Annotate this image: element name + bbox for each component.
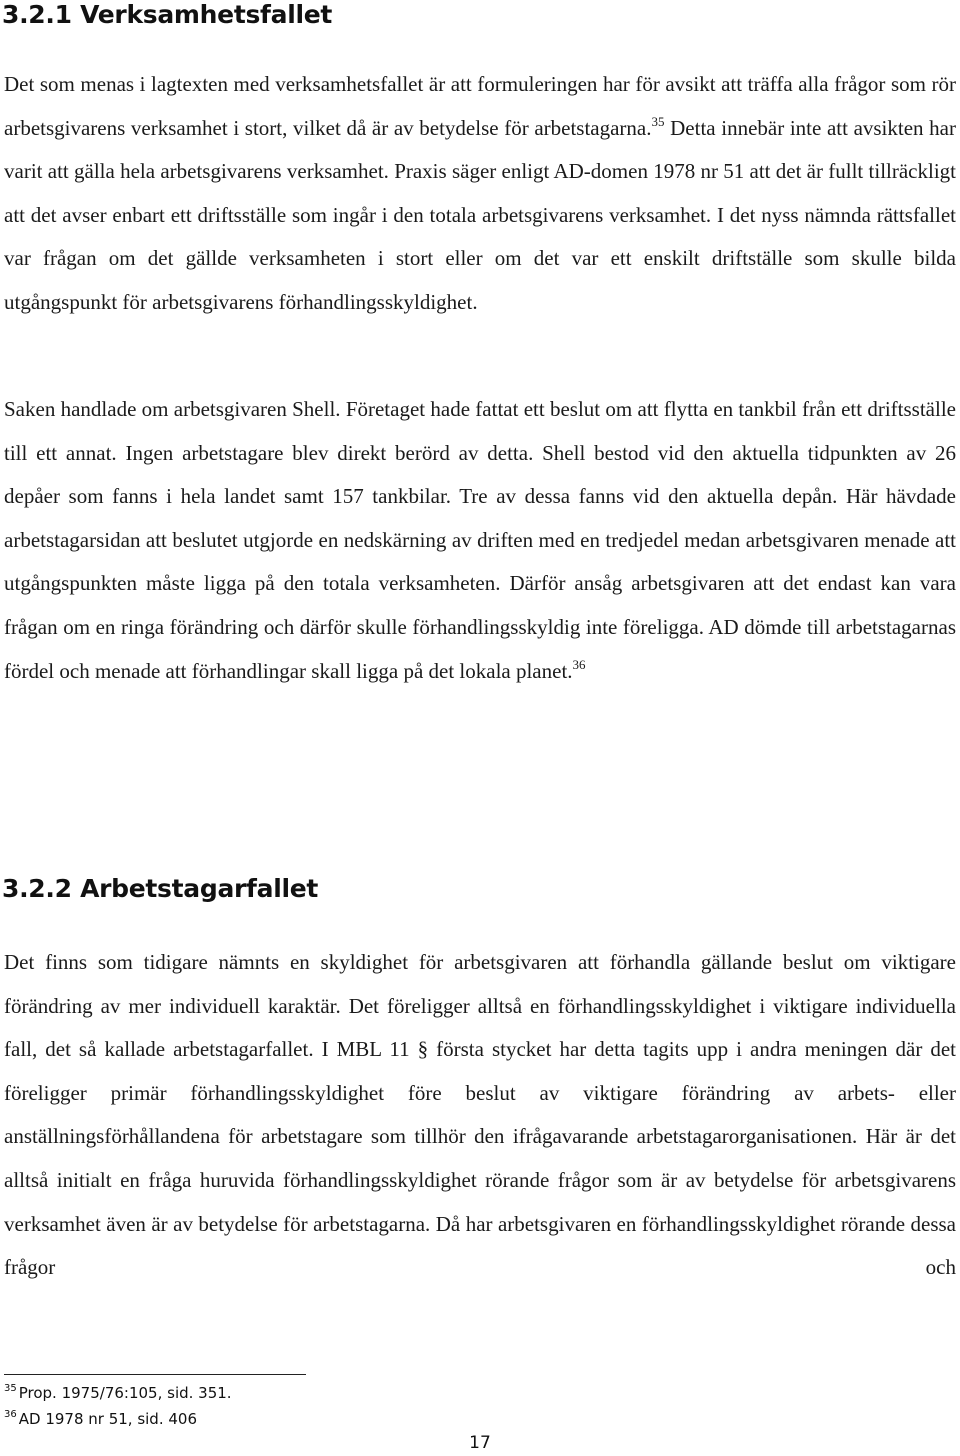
footnote-number: 36 [4,1409,17,1420]
paragraph-text: Saken handlade om arbetsgivaren Shell. Företaget hade fattat ett beslut om att flytta en tankbil från ett driftsställe till ett annat. Ingen arbetstagare blev direkt berörd av detta. Shell bestod vid den aktuella tidpunkten av 26 depåer som fanns i hela landet samt 157 tankbilar. Tre av dessa fanns vid den aktuella depån. Här hävdade arbetstagarsidan att beslutet utgjorde en nedskärning av driften med en tredjedel medan arbetsgivaren menade att utgångspunkten måste ligga på den totala verksamheten. Därför ansåg arbetsgivaren att det endast kan vara frågan om en ringa förändring och därför skulle förhandlingsskyldig inte föreligga. AD dömde till arbetstagarnas fördel och menade att förhandlingar skall ligga på det lokala planet. [4,397,956,683]
section-heading-arbetstagarfallet: 3.2.2 Arbetstagarfallet [2,874,319,903]
footnote-text: Prop. 1975/76:105, sid. 351. [18,1384,232,1402]
footnote-reference[interactable]: 35 [651,113,665,129]
section-heading-verksamhetsfallet: 3.2.1 Verksamhetsfallet [2,0,333,29]
paragraph [4,63,956,325]
paragraph [4,388,956,693]
footnote [4,1383,232,1403]
paragraph [4,941,956,1290]
paragraph-text: Detta innebär inte att avsikten har varit att gälla hela arbetsgivarens verksamhet. Praxis säger enligt AD-domen 1978 nr 51 att det är fullt tillräckligt att det avser enbart ett driftsställe som ingår i den totala arbetsgivarens verksamhet. I det nyss nämnda rättsfallet var frågan om det gällde verksamheten i stort eller om det var ett enskilt driftställe som skulle bilda utgångspunkt för arbetsgivarens förhandlingsskyldighet. [4,115,956,314]
footnote-number: 35 [4,1383,17,1394]
footnote-reference[interactable]: 36 [572,656,586,672]
footnote-divider [4,1374,306,1375]
paragraph-text: Det finns som tidigare nämnts en skyldighet för arbetsgivaren att förhandla gällande beslut om viktigare förändring av mer individuell karaktär. Det föreligger alltså en förhandlingsskyldighet i viktigare individuella fall, det så kallade arbetstagarfallet. I MBL 11 § första stycket har detta tagits upp i andra meningen där det föreligger primär förhandlingsskyldighet före beslut av viktigare förändring av arbets- eller anställningsförhållandena för arbetstagare som tillhör den ifrågavarande arbetstagarorganisationen. Här är det alltså initialt en fråga huruvida förhandlingsskyldighet rörande frågor som är av betydelse för arbetsgivarens verksamhet även är av betydelse för arbetstagarna. Då har arbetsgivaren en förhandlingsskyldighet rörande dessa frågor och [4,950,956,1280]
page-number: 17 [469,1433,491,1453]
paragraph-text: Det som menas i lagtexten med verksamhetsfallet är att formuleringen har för avsikt att träffa alla frågor som rör arbetsgivarens verksamhet i stort, vilket då är av betydelse för arbetstagarna. [4,72,956,140]
footnote [4,1409,197,1429]
footnote-text: AD 1978 nr 51, sid. 406 [18,1410,197,1428]
